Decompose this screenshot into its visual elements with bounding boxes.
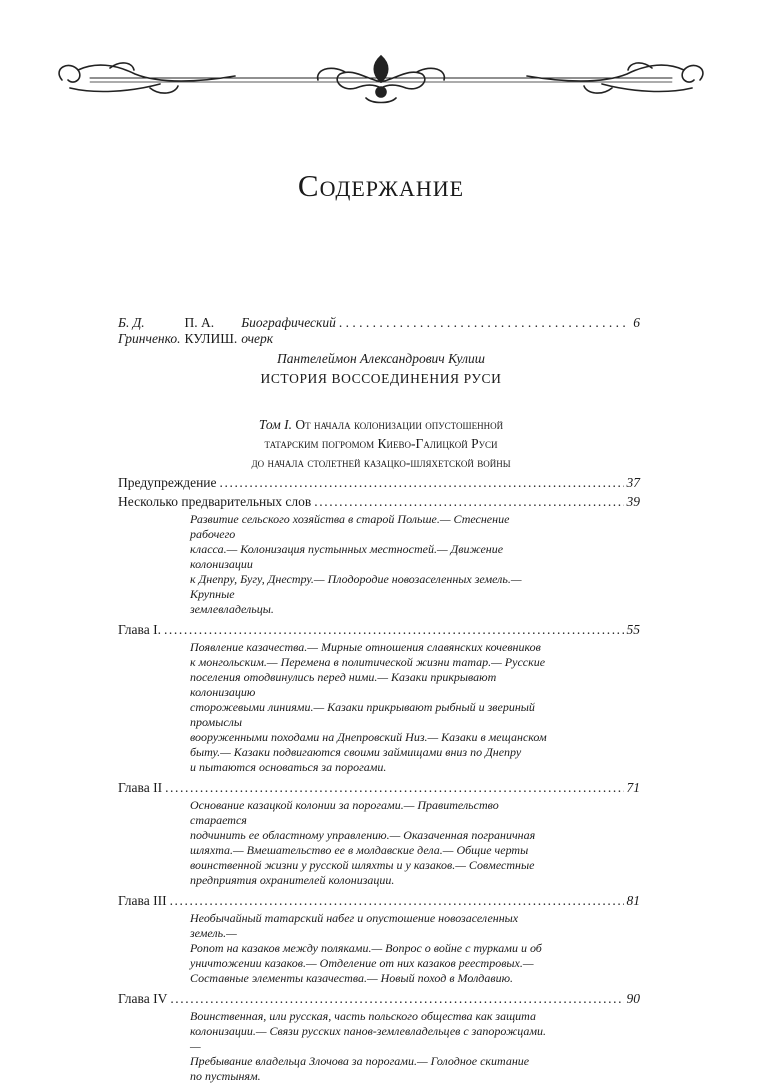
volume-title-line3: до начала столетней казацко-шляхетской войны xyxy=(251,455,511,470)
toc-entry[interactable] xyxy=(118,473,640,492)
toc-entry[interactable] xyxy=(118,989,640,1008)
dot-leader xyxy=(220,473,624,492)
volume-title-line1: От начала колонизации опустошенной xyxy=(295,417,504,432)
toc-entry[interactable] xyxy=(118,492,640,511)
toc-page-number: 90 xyxy=(626,991,640,1006)
bio-author: Б. Д. Гринченко. xyxy=(118,315,181,346)
book-title: ИСТОРИЯ ВОССОЕДИНЕНИЯ РУСИ xyxy=(260,371,502,386)
chapter-summary xyxy=(190,1009,550,1084)
page-title: Содержание xyxy=(297,168,465,203)
summary-line: Ропот на казаков между поляками.— Вопрос о войне с турками и об xyxy=(190,941,542,955)
toc-entry-title: Предупреждение xyxy=(118,475,217,490)
toc-entry[interactable] xyxy=(118,620,640,639)
dot-leader xyxy=(339,315,630,331)
book-author: Пантелеймон Александрович Кулиш xyxy=(277,351,485,366)
toc-page-number: 55 xyxy=(626,622,640,637)
summary-line: Основание казацкой колонии за порогами.— Правительство старается xyxy=(190,798,499,827)
scroll-right-icon xyxy=(682,65,703,82)
bio-page-number: 6 xyxy=(633,315,640,330)
book-heading xyxy=(0,349,762,389)
summary-line: предприятия охранителей колонизации. xyxy=(190,873,395,887)
summary-line: сторожевыми линиями.— Казаки прикрывают рыбный и звериный промыслы xyxy=(190,700,535,729)
summary-line: Пребывание владельца Злочова за порогами.— Голодное скитание xyxy=(190,1054,530,1068)
chapter-summary xyxy=(190,911,550,986)
toc-entry-title: Глава II xyxy=(118,780,163,795)
summary-line: поселения отодвинулись перед ними.— Казаки прикрывают колонизацию xyxy=(190,670,497,699)
toc-entry-title: Глава III xyxy=(118,893,167,908)
summary-line: Развитие сельского хозяйства в старой Польше.— Стеснение рабочего xyxy=(190,512,510,541)
summary-line: землевладельцы. xyxy=(190,602,274,616)
toc-entry-biography[interactable] xyxy=(118,315,640,346)
dot-leader xyxy=(314,492,623,511)
dot-leader xyxy=(170,989,623,1008)
summary-line: уничтожении казаков.— Отделение от них казаков реестровых.— xyxy=(190,956,534,970)
toc-page-number: 71 xyxy=(626,780,640,795)
summary-line: Появление казачества.— Мирные отношения славянских кочевников xyxy=(190,640,541,654)
bio-description: Биографический очерк xyxy=(241,315,336,346)
summary-line: к монгольским.— Перемена в политической жизни татар.— Русские xyxy=(190,655,546,669)
summary-line: по пустыням. xyxy=(190,1069,261,1083)
table-of-contents xyxy=(118,473,640,1087)
dot-leader xyxy=(165,778,623,797)
scroll-left-icon xyxy=(59,65,80,82)
summary-line: колонизации.— Связи русских панов-землевладельцев с запорожцами.— xyxy=(190,1024,547,1053)
volume-label: Том I. xyxy=(258,417,292,432)
volume-heading xyxy=(0,415,762,472)
summary-line: воинственной жизни у русской шляхты и у казаков.— Совместные xyxy=(190,858,535,872)
toc-page-number: 39 xyxy=(626,494,640,509)
toc-entry-title: Глава I. xyxy=(118,622,161,637)
summary-line: быту.— Казаки подвигаются своими займищами вниз по Днепру xyxy=(190,745,522,759)
dot-leader xyxy=(164,620,624,639)
summary-line: Необычайный татарский набег и опустошение новозаселенных земель.— xyxy=(190,911,519,940)
chapter-summary xyxy=(190,512,550,617)
summary-line: вооруженными походами на Днепровский Низ.— Казаки в мещанском xyxy=(190,730,547,744)
summary-line: Воинственная, или русская, часть польского общества как защита xyxy=(190,1009,536,1023)
dot-leader xyxy=(170,891,624,910)
summary-line: класса.— Колонизация пустынных местностей.— Движение колонизации xyxy=(190,542,504,571)
toc-entry-title: Несколько предварительных слов xyxy=(118,494,312,509)
toc-entry-title: Глава IV xyxy=(118,991,168,1006)
toc-entry[interactable] xyxy=(118,891,640,910)
summary-line: к Днепру, Бугу, Днестру.— Плодородие новозаселенных земель.— Крупные xyxy=(190,572,522,601)
toc-page-number: 81 xyxy=(626,893,640,908)
chapter-summary xyxy=(190,798,550,888)
bio-subject: П. А. КУЛИШ. xyxy=(184,315,238,346)
ornament-header xyxy=(0,48,762,108)
chapter-summary xyxy=(190,640,550,775)
summary-line: и пытаются основаться за порогами. xyxy=(190,760,387,774)
summary-line: подчинить ее областному управлению.— Оказаченная пограничная xyxy=(190,828,536,842)
toc-page-number: 37 xyxy=(626,475,640,490)
summary-line: Составные элементы казачества.— Новый поход в Молдавию. xyxy=(190,971,514,985)
toc-entry[interactable] xyxy=(118,778,640,797)
summary-line: шляхта.— Вмешательство ее в молдавские дела.— Общие черты xyxy=(190,843,529,857)
volume-title-line2: татарским погромом Киево-Галицкой Руси xyxy=(264,436,498,451)
